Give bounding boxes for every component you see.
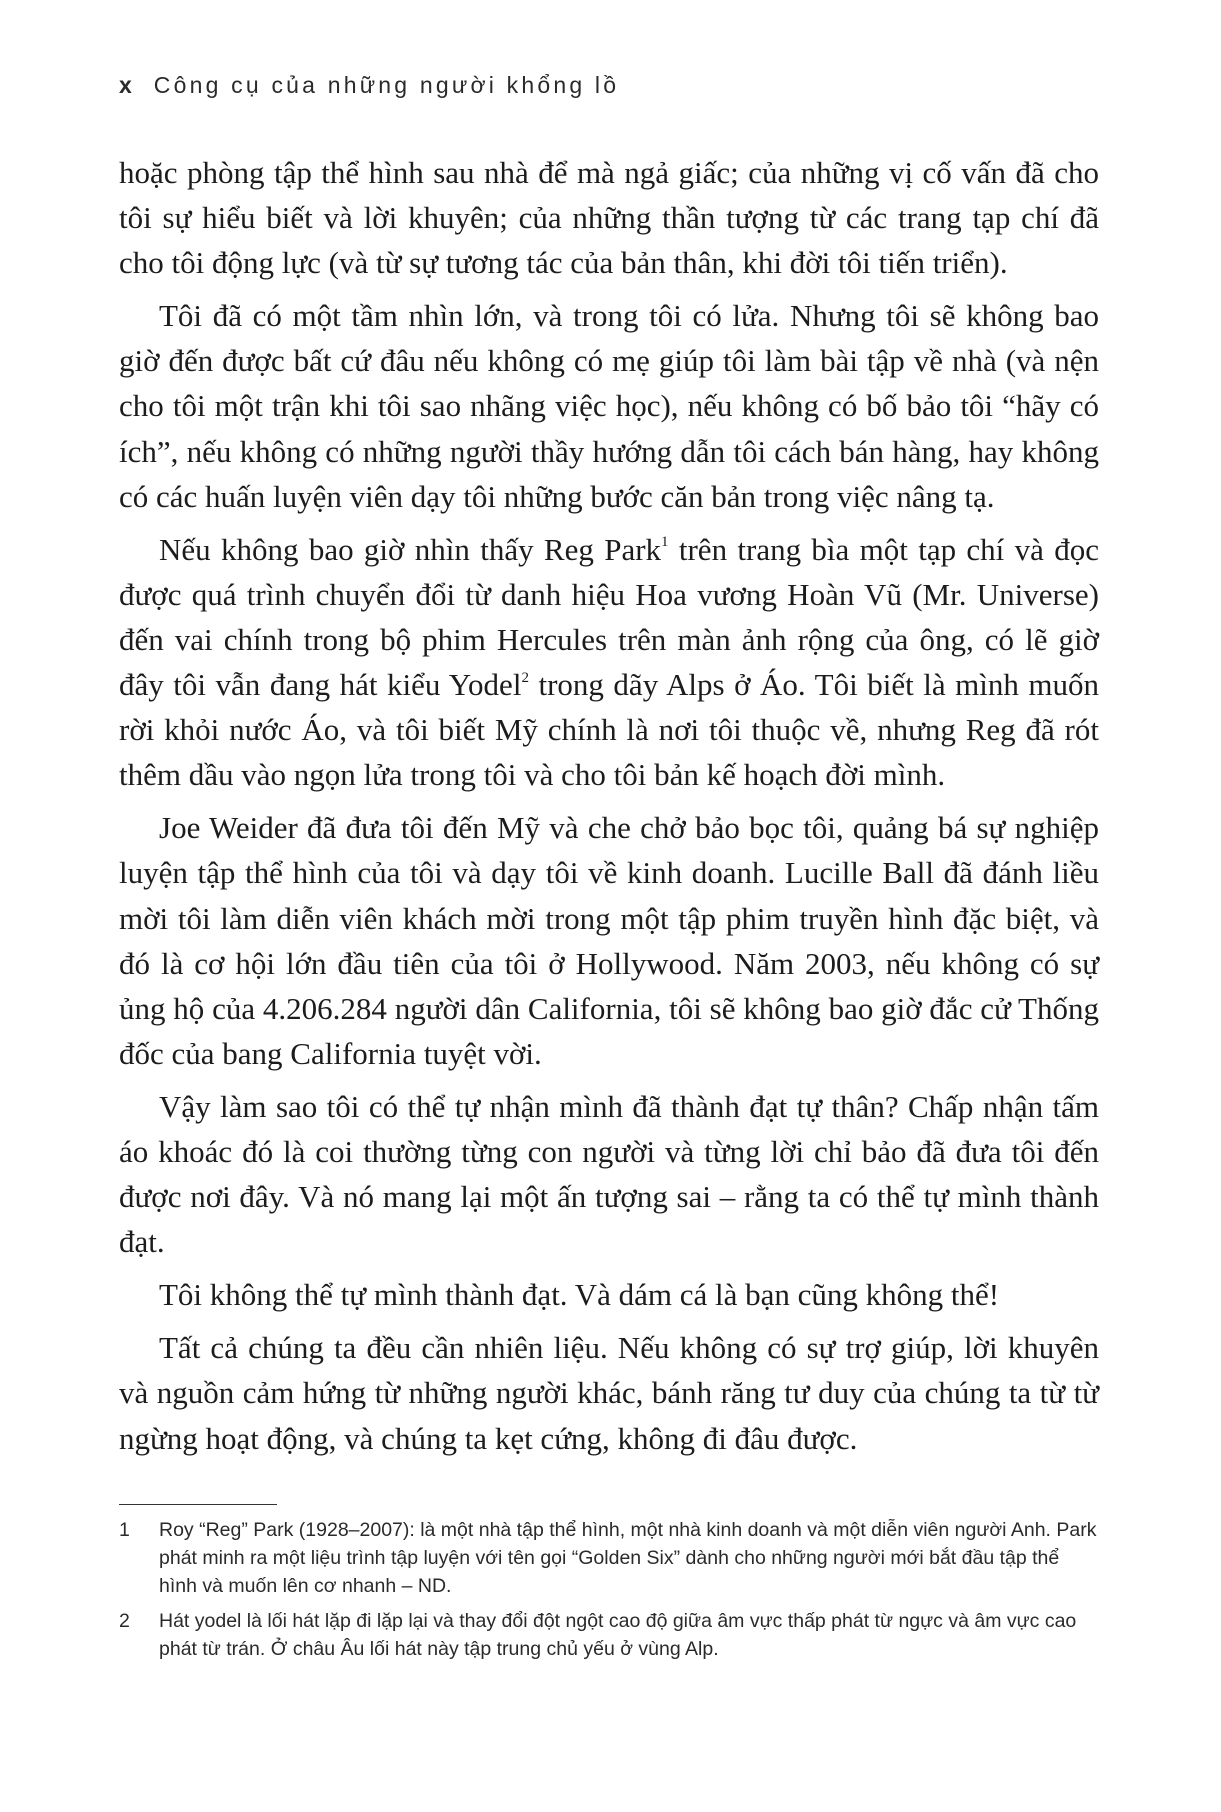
footnote-reference: 2: [521, 669, 529, 686]
paragraph-text: Nếu không bao giờ nhìn thấy Reg Park: [159, 531, 662, 567]
footnote-divider: [119, 1504, 277, 1505]
body-text: [119, 150, 1099, 1469]
paragraph-text: trên trang bìa một tạp chí và đọc được quá trình chuyển đổi từ danh hiệu Hoa vương Hoàn Vũ (Mr. Universe) đến vai chính trong bộ phim Hercules trên màn ảnh rộng của ông, có lẽ giờ đây tôi vẫn đang hát kiểu Yodel: [119, 531, 1099, 703]
footnotes: [119, 1516, 1099, 1670]
paragraph: Tôi đã có một tầm nhìn lớn, và trong tôi có lửa. Nhưng tôi sẽ không bao giờ đến được bất cứ đâu nếu không có mẹ giúp tôi làm bài tập về nhà (và nện cho tôi một trận khi tôi sao nhãng việc học), nếu không có bố bảo tôi “hãy có ích”, nếu không có những người thầy hướng dẫn tôi cách bán hàng, hay không có các huấn luyện viên dạy tôi những bước căn bản trong việc nâng tạ.: [119, 298, 1099, 514]
paragraph: Vậy làm sao tôi có thể tự nhận mình đã thành đạt tự thân? Chấp nhận tấm áo khoác đó là coi thường từng con người và từng lời chỉ bảo đã đưa tôi đến được nơi đây. Và nó mang lại một ấn tượng sai – rằng ta có thể tự mình thành đạt.: [119, 1088, 1099, 1260]
footnote-text: Roy “Reg” Park (1928–2007): là một nhà tập thể hình, một nhà kinh doanh và một diễn viên người Anh. Park phát minh ra một liệu trình tập luyện với tên gọi “Golden Six” dành cho những người mới bắt đầu tập thể hình và muốn lên cơ nhanh – ND.: [159, 1519, 1097, 1597]
paragraph: hoặc phòng tập thể hình sau nhà để mà ngả giấc; của những vị cố vấn đã cho tôi sự hiểu biết và lời khuyên; của những thần tượng từ các trang tạp chí đã cho tôi động lực (và từ sự tương tác của bản thân, khi đời tôi tiến triển).: [119, 155, 1099, 281]
paragraph-text: trong dãy Alps ở Áo. Tôi biết là mình muốn rời khỏi nước Áo, và tôi biết Mỹ chính là nơi tôi thuộc về, nhưng Reg đã rót thêm dầu vào ngọn lửa trong tôi và cho tôi bản kế hoạch đời mình.: [119, 667, 1099, 793]
paragraph: Tất cả chúng ta đều cần nhiên liệu. Nếu không có sự trợ giúp, lời khuyên và nguồn cảm hứng từ những người khác, bánh răng tư duy của chúng ta từ từ ngừng hoạt động, và chúng ta kẹt cứng, không đi đâu được.: [119, 1330, 1099, 1456]
paragraph: Tôi không thể tự mình thành đạt. Và dám cá là bạn cũng không thể!: [159, 1277, 1000, 1313]
footnote-reference: 1: [661, 534, 669, 551]
footnote-number: 2: [119, 1610, 130, 1632]
running-head: [119, 72, 619, 99]
footnote-number: 1: [119, 1519, 130, 1541]
running-head-title: Công cụ của những người khổng lồ: [153, 72, 620, 98]
footnote: [119, 1516, 1099, 1600]
page-number: x: [119, 72, 132, 98]
footnote-text: Hát yodel là lối hát lặp đi lặp lại và thay đổi đột ngột cao độ giữa âm vực thấp phát từ ngực và âm vực cao phát từ trán. Ở châu Âu lối hát này tập trung chủ yếu ở vùng Alp.: [159, 1610, 1077, 1660]
footnote: [119, 1607, 1099, 1663]
paragraph: Joe Weider đã đưa tôi đến Mỹ và che chở bảo bọc tôi, quảng bá sự nghiệp luyện tập thể hình của tôi và dạy tôi về kinh doanh. Lucille Ball đã đánh liều mời tôi làm diễn viên khách mời trong một tập phim truyền hình đặc biệt, và đó là cơ hội lớn đầu tiên của tôi ở Hollywood. Năm 2003, nếu không có sự ủng hộ của 4.206.284 người dân California, tôi sẽ không bao giờ đắc cử Thống đốc của bang California tuyệt vời.: [119, 810, 1099, 1071]
paragraph: [119, 527, 1099, 798]
